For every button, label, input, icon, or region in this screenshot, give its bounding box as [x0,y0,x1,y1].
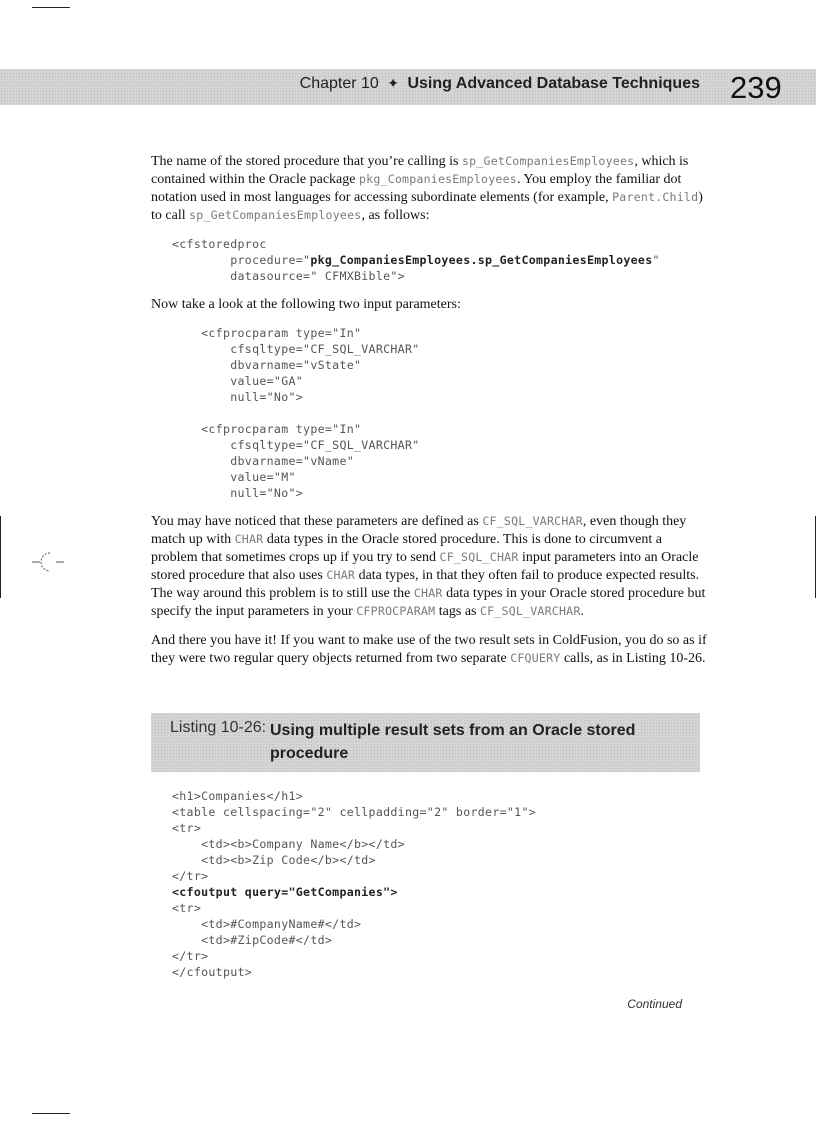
code-block-storedproc: <cfstoredproc procedure="pkg_CompaniesEmployees.sp_GetCompaniesEmployees" datasource=" CFMXBible"> [172,237,660,283]
listing-label: Listing 10-26: [170,719,267,736]
inline-code: pkg_CompaniesEmployees [358,172,517,186]
diamond-separator-icon: ✦ [387,75,400,91]
inline-code: Parent.Child [612,190,699,204]
registration-mark-icon [28,550,68,574]
paragraph-3: You may have noticed that these parameters are defined as CF_SQL_VARCHAR, even though they match up with CHAR data types in the Oracle stored procedure. This is done to circumvent a problem that sometimes crops up if you try to send CF_SQL_CHAR input parameters into an Oracle stored procedure that also uses CHAR data types, in that they often fail to produce expected results. The way around this problem is to still use the CHAR data types in your Oracle stored procedure but specify the input parameters in your CFPROCPARAM tags as CF_SQL_VARCHAR. [151,514,706,619]
listing-code-block: <h1>Companies</h1> <table cellspacing="2" cellpadding="2" border="1"> <tr> <td><b>Company Name</b></td> <td><b>Zip Code</b></td> </tr> <cfoutput query="GetCompanies"> <tr> <td>#CompanyName#</td> <td>#ZipCode#</td> </tr> </cfoutput> [172,789,537,979]
inline-code: CF_SQL_VARCHAR [482,514,583,528]
inline-code: CF_SQL_VARCHAR [479,604,581,618]
inline-code: CHAR [413,586,443,600]
paragraph-4: And there you have it! If you want to make use of the two result sets in ColdFusion, you do so as if they were two regular query objects returned from two separate CFQUERY calls, as in Listing 10-26. [151,633,707,666]
code-block-procparams: <cfprocparam type="In" cfsqltype="CF_SQL_VARCHAR" dbvarname="vState" value="GA" null="No"> <cfprocparam type="In" cfsqltype="CF_SQL_VARCHAR" dbvarname="vName" value="M" null="No"> [172,326,420,500]
body-content [151,153,711,679]
crop-mark-bottom [32,1113,70,1114]
page-number: 239 [730,70,782,105]
listing-title: Using multiple result sets from an Oracle stored procedure [270,722,636,762]
paragraph-1: The name of the stored procedure that you’re calling is sp_GetCompaniesEmployees, which is contained within the Oracle package pkg_CompaniesEmployees. You employ the familiar dot notation used in most languages for accessing subordinate elements (for example, Parent.Child) to call sp_GetCompaniesEmployees, as follows: [151,154,703,223]
inline-code: CFQUERY [510,651,561,665]
continued-note: Continued [627,997,682,1011]
chapter-label: Chapter 10 [299,75,379,92]
inline-code: CF_SQL_CHAR [439,550,519,564]
inline-code: CHAR [326,568,356,582]
inline-code: sp_GetCompaniesEmployees [189,208,362,222]
crop-mark-left [0,516,1,598]
running-header [300,75,700,93]
inline-code: CHAR [234,532,264,546]
chapter-title: Using Advanced Database Techniques [407,75,700,92]
inline-code: CFPROCPARAM [356,604,436,618]
crop-mark-top [32,7,70,8]
paragraph-2: Now take a look at the following two input parameters: [151,297,461,312]
inline-code: sp_GetCompaniesEmployees [462,154,635,168]
